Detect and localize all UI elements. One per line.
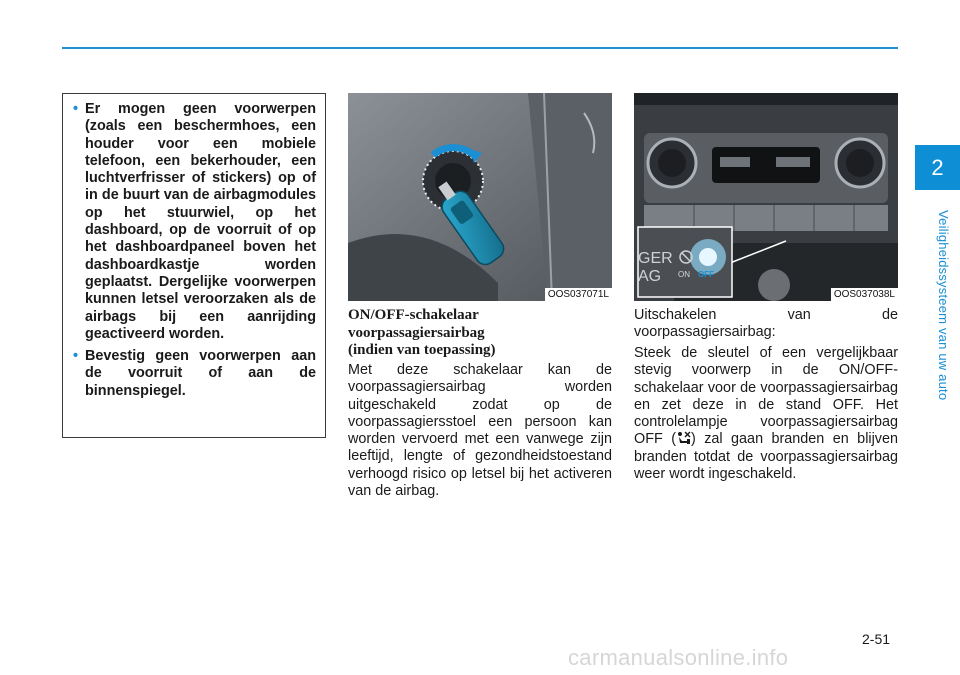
inset-off-label: OFF [698, 270, 714, 279]
inset-label-1: GER [638, 250, 673, 267]
chapter-side-title: Veiligheidssysteem van uw auto [936, 210, 951, 401]
section-heading [348, 307, 612, 360]
passenger-airbag-off-icon [676, 431, 691, 445]
watermark: carmanualsonline.info [568, 645, 789, 670]
key-switch-illustration [348, 93, 612, 301]
figure-caption: OOS037038L [831, 288, 898, 301]
header-rule [62, 47, 898, 49]
inset-label-2: AG [638, 268, 662, 285]
warning-box [62, 93, 326, 438]
warning-item [73, 348, 316, 400]
section-heading-line: voorpassagiersairbag [348, 324, 485, 341]
bullet-icon: • [73, 348, 79, 365]
bullet-icon: • [73, 101, 79, 117]
section-heading-line: ON/OFF-schakelaar [348, 307, 479, 323]
dashboard-figure [634, 93, 898, 301]
section-heading-line: (indien van toepassing) [348, 342, 496, 358]
inset-on-label: ON [678, 270, 690, 279]
instructions-text-before: Steek de sleutel of een vergelijkbaar stevig voorwerp in de ON/OFF-schakelaar voor de voorpassagiersairbag en zet deze in de stand OFF. Het controlelampje voorpassagiersairbag OFF ( [634, 345, 898, 448]
section-body: Met deze schakelaar kan de voorpassagiersairbag worden uitgeschakeld zodat op de voorpassagiersstoel een persoon kan worden vervoerd met een vanwege zijn leeftijd, lengte of gezondheidstoestand verhoogd risico op letsel bij het activeren van de airbag. [348, 362, 612, 500]
chapter-tab [915, 145, 960, 190]
disable-intro: Uitschakelen van de voorpassagiersairbag: [634, 307, 898, 341]
chapter-number: 2 [931, 154, 944, 180]
disable-instructions [634, 345, 898, 483]
figure-caption: OOS037071L [545, 288, 612, 301]
instructions-text-after: ) zal gaan branden en blijven branden totdat de voorpassagiersairbag weer wordt ingeschakeld. [634, 431, 898, 483]
key-switch-figure [348, 93, 612, 301]
dashboard-illustration [634, 93, 898, 301]
warning-item-text: Bevestig geen voorwerpen aan de voorruit of aan de binnenspiegel. [85, 348, 316, 399]
warning-list [73, 101, 316, 400]
warning-item [73, 101, 316, 343]
page-number: 2-51 [862, 631, 891, 647]
warning-item-text: Er mogen geen voorwerpen (zoals een beschermhoes, een houder voor een mobiele telefoon, een bekerhouder, een luchtverfrisser of stickers) op of in de buurt van de airbagmodules op het stuurwiel, op het dashboard, op de voorruit of op het dashboardpaneel boven het dashboardkastje worden geplaatst. Dergelijke voorwerpen kunnen letsel veroorzaken als de airbags bij een aanrijding geactiveerd worden. [85, 101, 316, 342]
